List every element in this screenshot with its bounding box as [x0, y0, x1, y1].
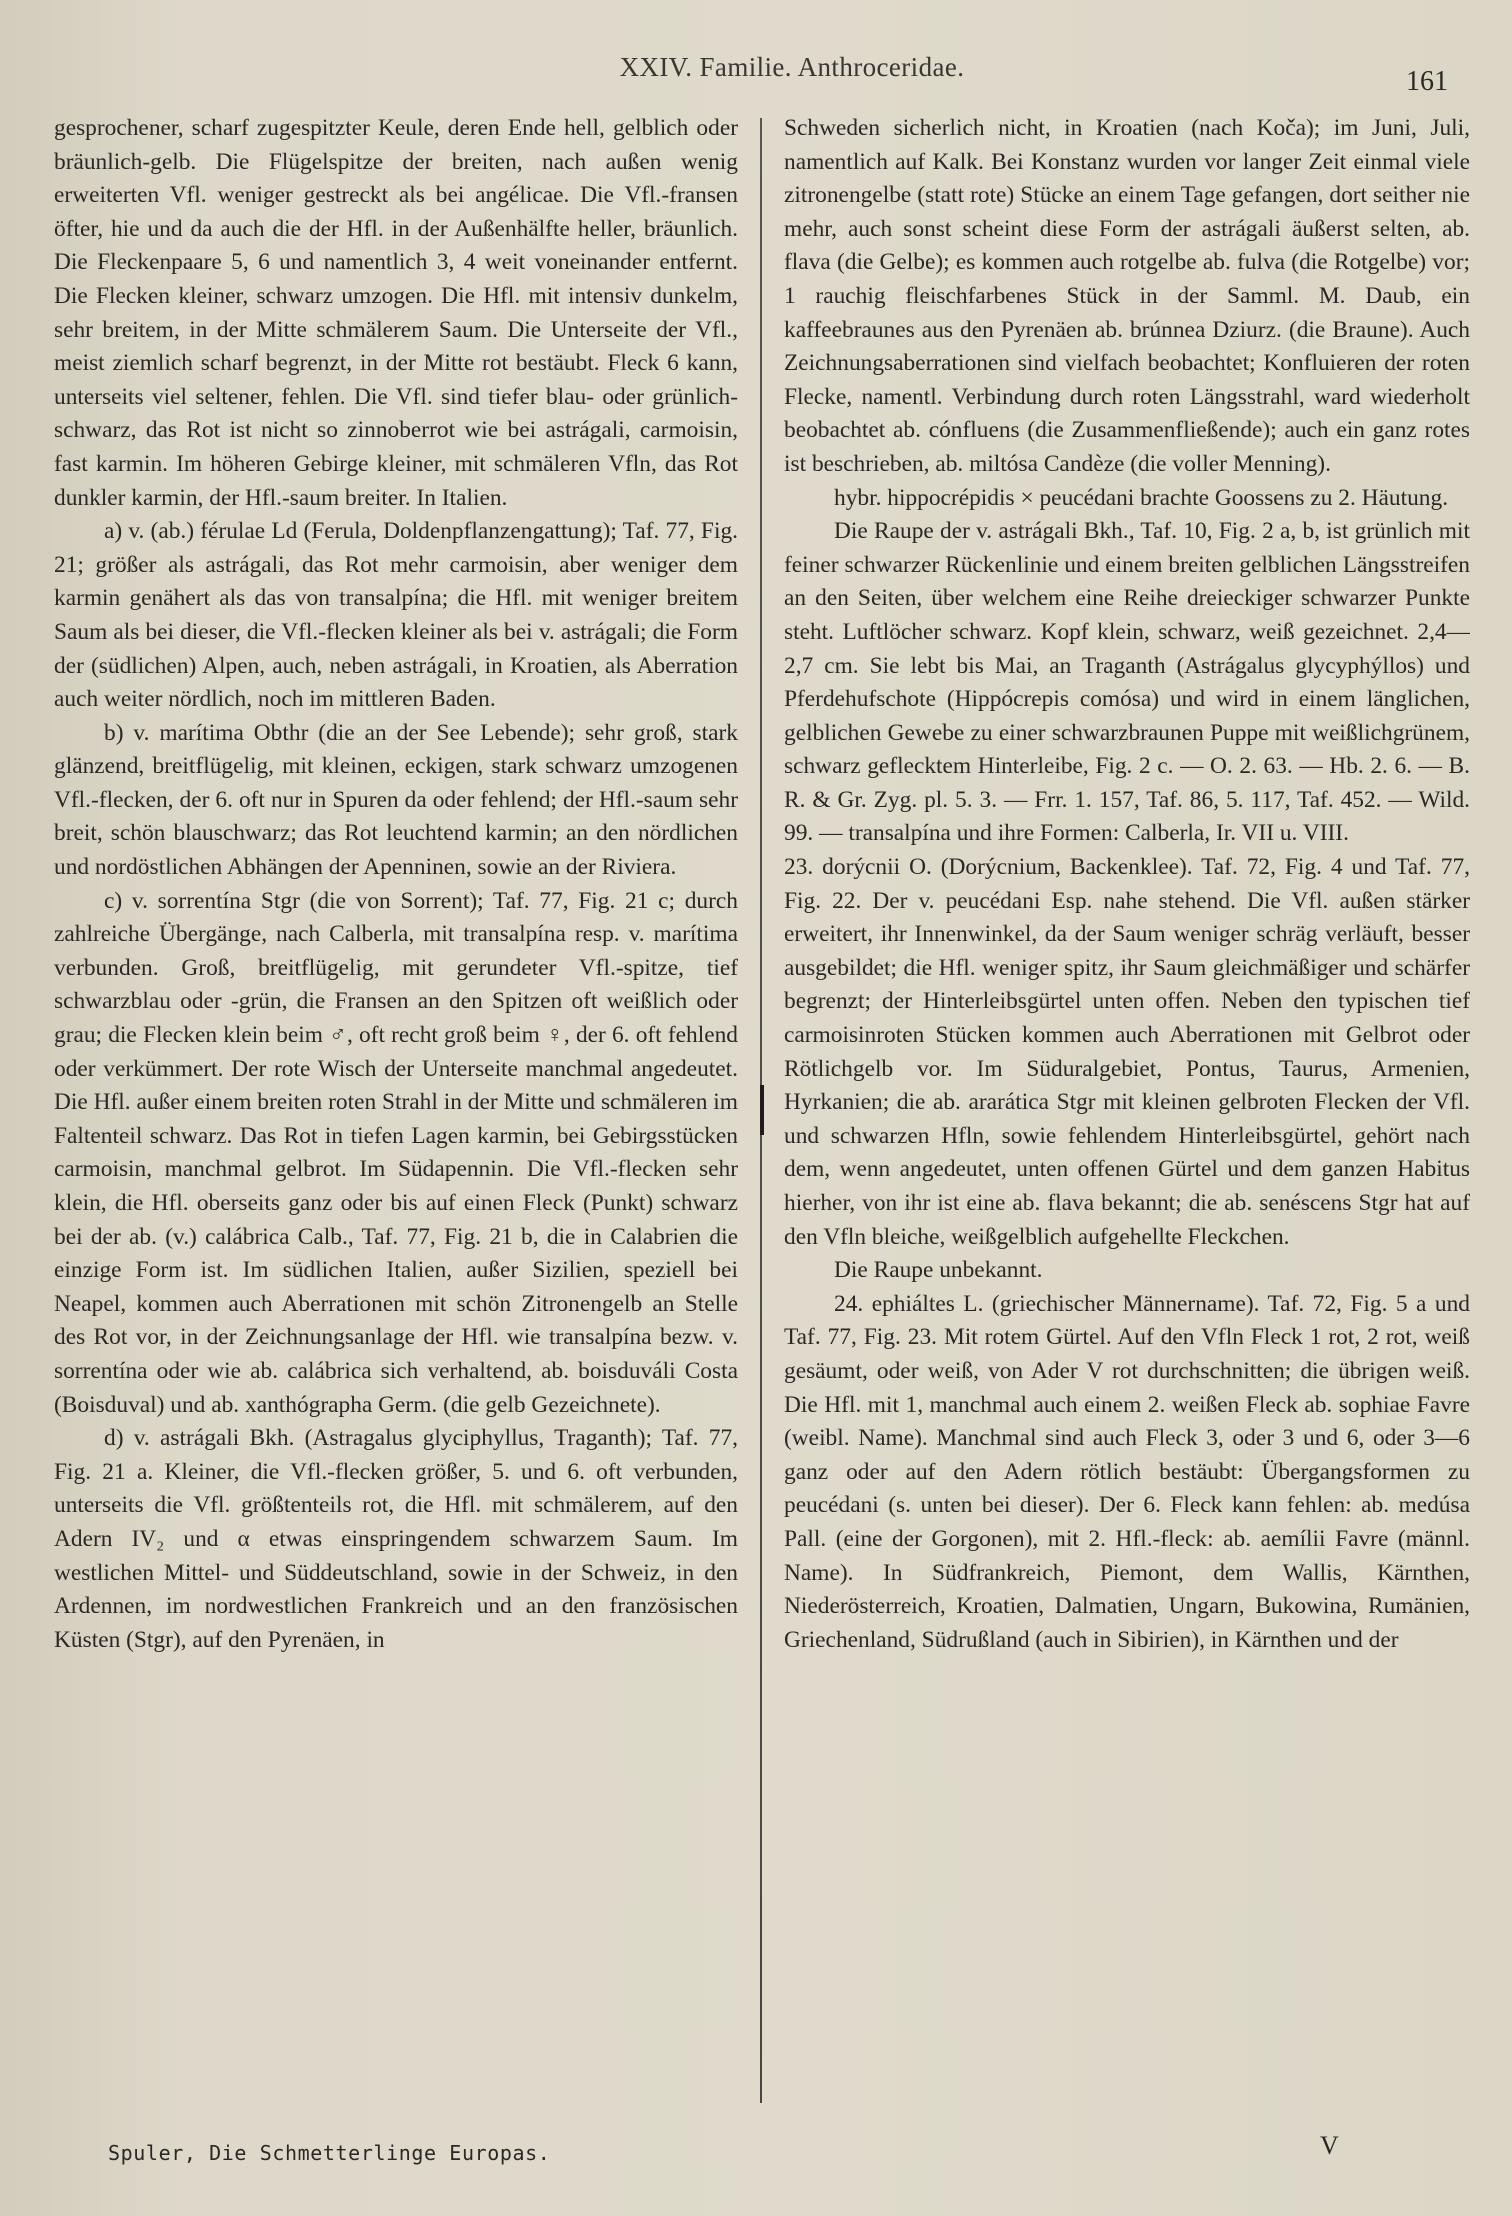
left-column	[54, 112, 738, 2102]
running-header: XXIV. Familie. Anthroceridae.	[619, 52, 965, 82]
paragraph: 23. dorýcnii O. (Dorýcnium, Backenklee). Taf. 72, Fig. 4 und Taf. 77, Fig. 22. Der v. peucédani Esp. nahe stehend. Die Vfl. außen stärker erweitert, ihr Innenwinkel, da der Saum weniger schräg verläuft, besser ausgebildet; die Hfl. weniger spitz, ihr Saum gleichmäßiger und schärfer begrenzt; der Hinterleibsgürtel unten offen. Neben den typischen tief carmoisinroten Stücken kommen auch Aberrationen mit Gelbrot oder Rötlichgelb vor. Im Süduralgebiet, Pontus, Taurus, Armenien, Hyrkanien; die ab. ararática Stgr mit kleinen gelbroten Flecken der Vfl. und schwarzen Hfln, sowie fehlendem Hinterleibsgürtel, gehört nach dem, wenn angedeutet, unten offenen Gürtel und dem ganzen Habitus hierher, von ihr ist eine ab. flava bekannt; die ab. senéscens Stgr hat auf den Vfln bleiche, weißgelblich aufgehellte Fleckchen.	[784, 854, 1470, 1250]
paragraph: hybr. hippocrépidis × peucédani brachte Goossens zu 2. Häutung.	[834, 484, 1449, 511]
paragraph: Die Raupe unbekannt.	[834, 1257, 1043, 1284]
page-number: 161	[1406, 66, 1448, 97]
paragraph: b) v. marítima Obthr (die an der See Lebende); sehr groß, stark glänzend, breitflügelig, mit kleinen, eckigen, stark schwarz umzogenen Vfl.-flecken, der 6. oft nur in Spuren da oder fehlend; der Hfl.-saum sehr breit, schön blauschwarz; das Rot leuchtend karmin; an den nördlichen und nordöstlichen Abhängen der Apenninen, sowie an der Riviera.	[54, 719, 738, 881]
paragraph: d) v. astrágali Bkh. (Astragalus glyciphyllus, Traganth); Taf. 77, Fig. 21 a. Kleiner, die Vfl.-flecken größer, 5. und 6. oft verbunden, unterseits die Vfl. größtenteils rot, die Hfl. mit schmälerem, auf den Adern IV₂ und α etwas einspringendem schwarzem Saum. Im westlichen Mittel- und Süddeutschland, sowie in der Schweiz, in den Ardennen, im nordwestlichen Frankreich und an den französischen Küsten (Stgr), auf den Pyrenäen, in	[54, 1425, 738, 1653]
paragraph: 24. ephiáltes L. (griechischer Männername). Taf. 72, Fig. 5 a und Taf. 77, Fig. 23. Mit rotem Gürtel. Auf den Vfln Fleck 1 rot, 2 rot, weiß gesäumt, oder weiß, von Ader V rot durchschnitten; die übrigen weiß. Die Hfl. mit 1, manchmal auch einem 2. weißen Fleck ab. sophiae Favre (weibl. Name). Manchmal sind auch Fleck 3, oder 3 und 6, oder 3—6 ganz oder auf den Adern rötlich bestäubt: Übergangsformen zu peucédani (s. unten bei dieser). Der 6. Fleck kann fehlen: ab. medúsa Pall. (eine der Gorgonen), mit 2. Hfl.-fleck: ab. aemílii Favre (männl. Name). In Südfrankreich, Piemont, dem Wallis, Kärnthen, Niederösterreich, Kroatien, Dalmatien, Ungarn, Bukowina, Rumänien, Griechenland, Südrußland (auch in Sibirien), in Kärnthen und der	[784, 1290, 1470, 1653]
paragraph: Die Raupe der v. astrágali Bkh., Taf. 10, Fig. 2 a, b, ist grünlich mit feiner schwarzer Rückenlinie und einem breiten gelblichen Längsstreifen an den Seiten, über welchem eine Reihe dreieckiger schwarzer Punkte steht. Luftlöcher schwarz. Kopf klein, schwarz, weiß gezeichnet. 2,4—2,7 cm. Sie lebt bis Mai, an Traganth (Astrágalus glycyphýllos) und Pferdehufschote (Hippócrepis comósa) und wird in einem länglichen, gelblichen Gewebe zu einer schwarzbraunen Puppe mit weißlichgrünem, schwarz geflecktem Hinterleibe, Fig. 2 c. — O. 2. 63. — Hb. 2. 6. — B. R. & Gr. Zyg. pl. 5. 3. — Frr. 1. 157, Taf. 86, 5. 117, Taf. 452. — Wild. 99. — transalpína und ihre Formen: Calberla, Ir. VII u. VIII.	[784, 518, 1470, 847]
paragraph: a) v. (ab.) férulae Ld (Ferula, Doldenpflanzengattung); Taf. 77, Fig. 21; größer als astrágali, das Rot mehr carmoisin, aber weniger dem karmin genähert als das von transalpína; die Hfl. mit weniger breitem Saum als bei dieser, die Vfl.-flecken kleiner als bei v. astrágali; die Form der (südlichen) Alpen, auch, neben astrágali, in Kroatien, als Aberration auch weiter nördlich, noch im mittleren Baden.	[54, 518, 738, 713]
paragraph: c) v. sorrentína Stgr (die von Sorrent); Taf. 77, Fig. 21 c; durch zahlreiche Übergänge, nach Calberla, mit transalpína resp. v. marítima verbunden. Groß, breitflügelig, mit gerundeter Vfl.-spitze, tief schwarzblau oder -grün, die Fransen an den Spitzen oft weißlich oder grau; die Flecken klein beim ♂, oft recht groß beim ♀, der 6. oft fehlend oder verkümmert. Der rote Wisch der Unterseite manchmal angedeutet. Die Hfl. außer einem breiten roten Strahl in der Mitte und schmäleren im Faltenteil schwarz. Das Rot in tiefen Lagen karmin, bei Gebirgsstücken carmoisin, manchmal gelbrot. Im Südapennin. Die Vfl.-flecken sehr klein, die Hfl. oberseits ganz oder bis auf einen Fleck (Punkt) schwarz bei der ab. (v.) calábrica Calb., Taf. 77, Fig. 21 b, die in Calabrien die einzige Form ist. Im südlichen Italien, außer Sizilien, speziell bei Neapel, kommen auch Aberrationen mit schön Zitronengelb an Stelle des Rot vor, in der Zeichnungsanlage der Hfl. wie transalpína bezw. v. sorrentína oder wie ab. calábrica sich verhaltend, ab. boisduváli Costa (Boisduval) und ab. xanthógrapha Germ. (die gelb Gezeichnete).	[54, 887, 738, 1418]
paragraph: Schweden sicherlich nicht, in Kroatien (nach Koča); im Juni, Juli, namentlich auf Kalk. Bei Konstanz wurden vor langer Zeit einmal viele zitronengelbe (statt rote) Stücke an einem Tage gefangen, dort seither nie mehr, auch sonst scheint diese Form der astrágali äußerst selten, ab. flava (die Gelbe); es kommen auch rotgelbe ab. fulva (die Rotgelbe) vor; 1 rauchig fleischfarbenes Stück in der Samml. M. Daub, ein kaffeebraunes aus den Pyrenäen ab. brúnnea Dziurz. (die Braune). Auch Zeichnungsaberrationen sind vielfach beobachtet; Konfluieren der roten Flecke, namentl. Verbindung durch roten Längsstrahl, ward wiederholt beobachtet ab. cónfluens (die Zusammenfließende); auch ein ganz rotes ist beschrieben, ab. miltósa Candèze (die voller Menning).	[784, 115, 1470, 477]
footer-publication: Spuler, Die Schmetterlinge Europas.	[108, 2141, 551, 2165]
footer-signature: V	[1320, 2131, 1339, 2160]
species-marker-rule	[760, 1085, 764, 1135]
paragraph: gesprochener, scharf zugespitzter Keule, deren Ende hell, gelblich oder bräunlich-gelb. Die Flügelspitze der breiten, nach außen wenig erweiterten Vfl. weniger gestreckt als bei angélicae. Die Vfl.-fransen öfter, hie und da auch die der Hfl. in der Außenhälfte heller, bräunlich. Die Fleckenpaare 5, 6 und namentlich 3, 4 weit voneinander entfernt. Die Flecken kleiner, schwarz umzogen. Die Hfl. mit intensiv dunkelm, sehr breitem, in der Mitte schmälerem Saum. Die Unterseite der Vfl., meist ziemlich scharf begrenzt, in der Mitte rot bestäubt. Fleck 6 kann, unterseits viel seltener, fehlen. Die Vfl. sind tiefer blau- oder grünlich-schwarz, das Rot ist nicht so zinnoberrot wie bei astrágali, carmoisin, fast karmin. Im höheren Gebirge kleiner, mit schmäleren Vfln, das Rot dunkler karmin, der Hfl.-saum breiter. In Italien.	[54, 115, 738, 511]
right-column	[784, 112, 1470, 2102]
